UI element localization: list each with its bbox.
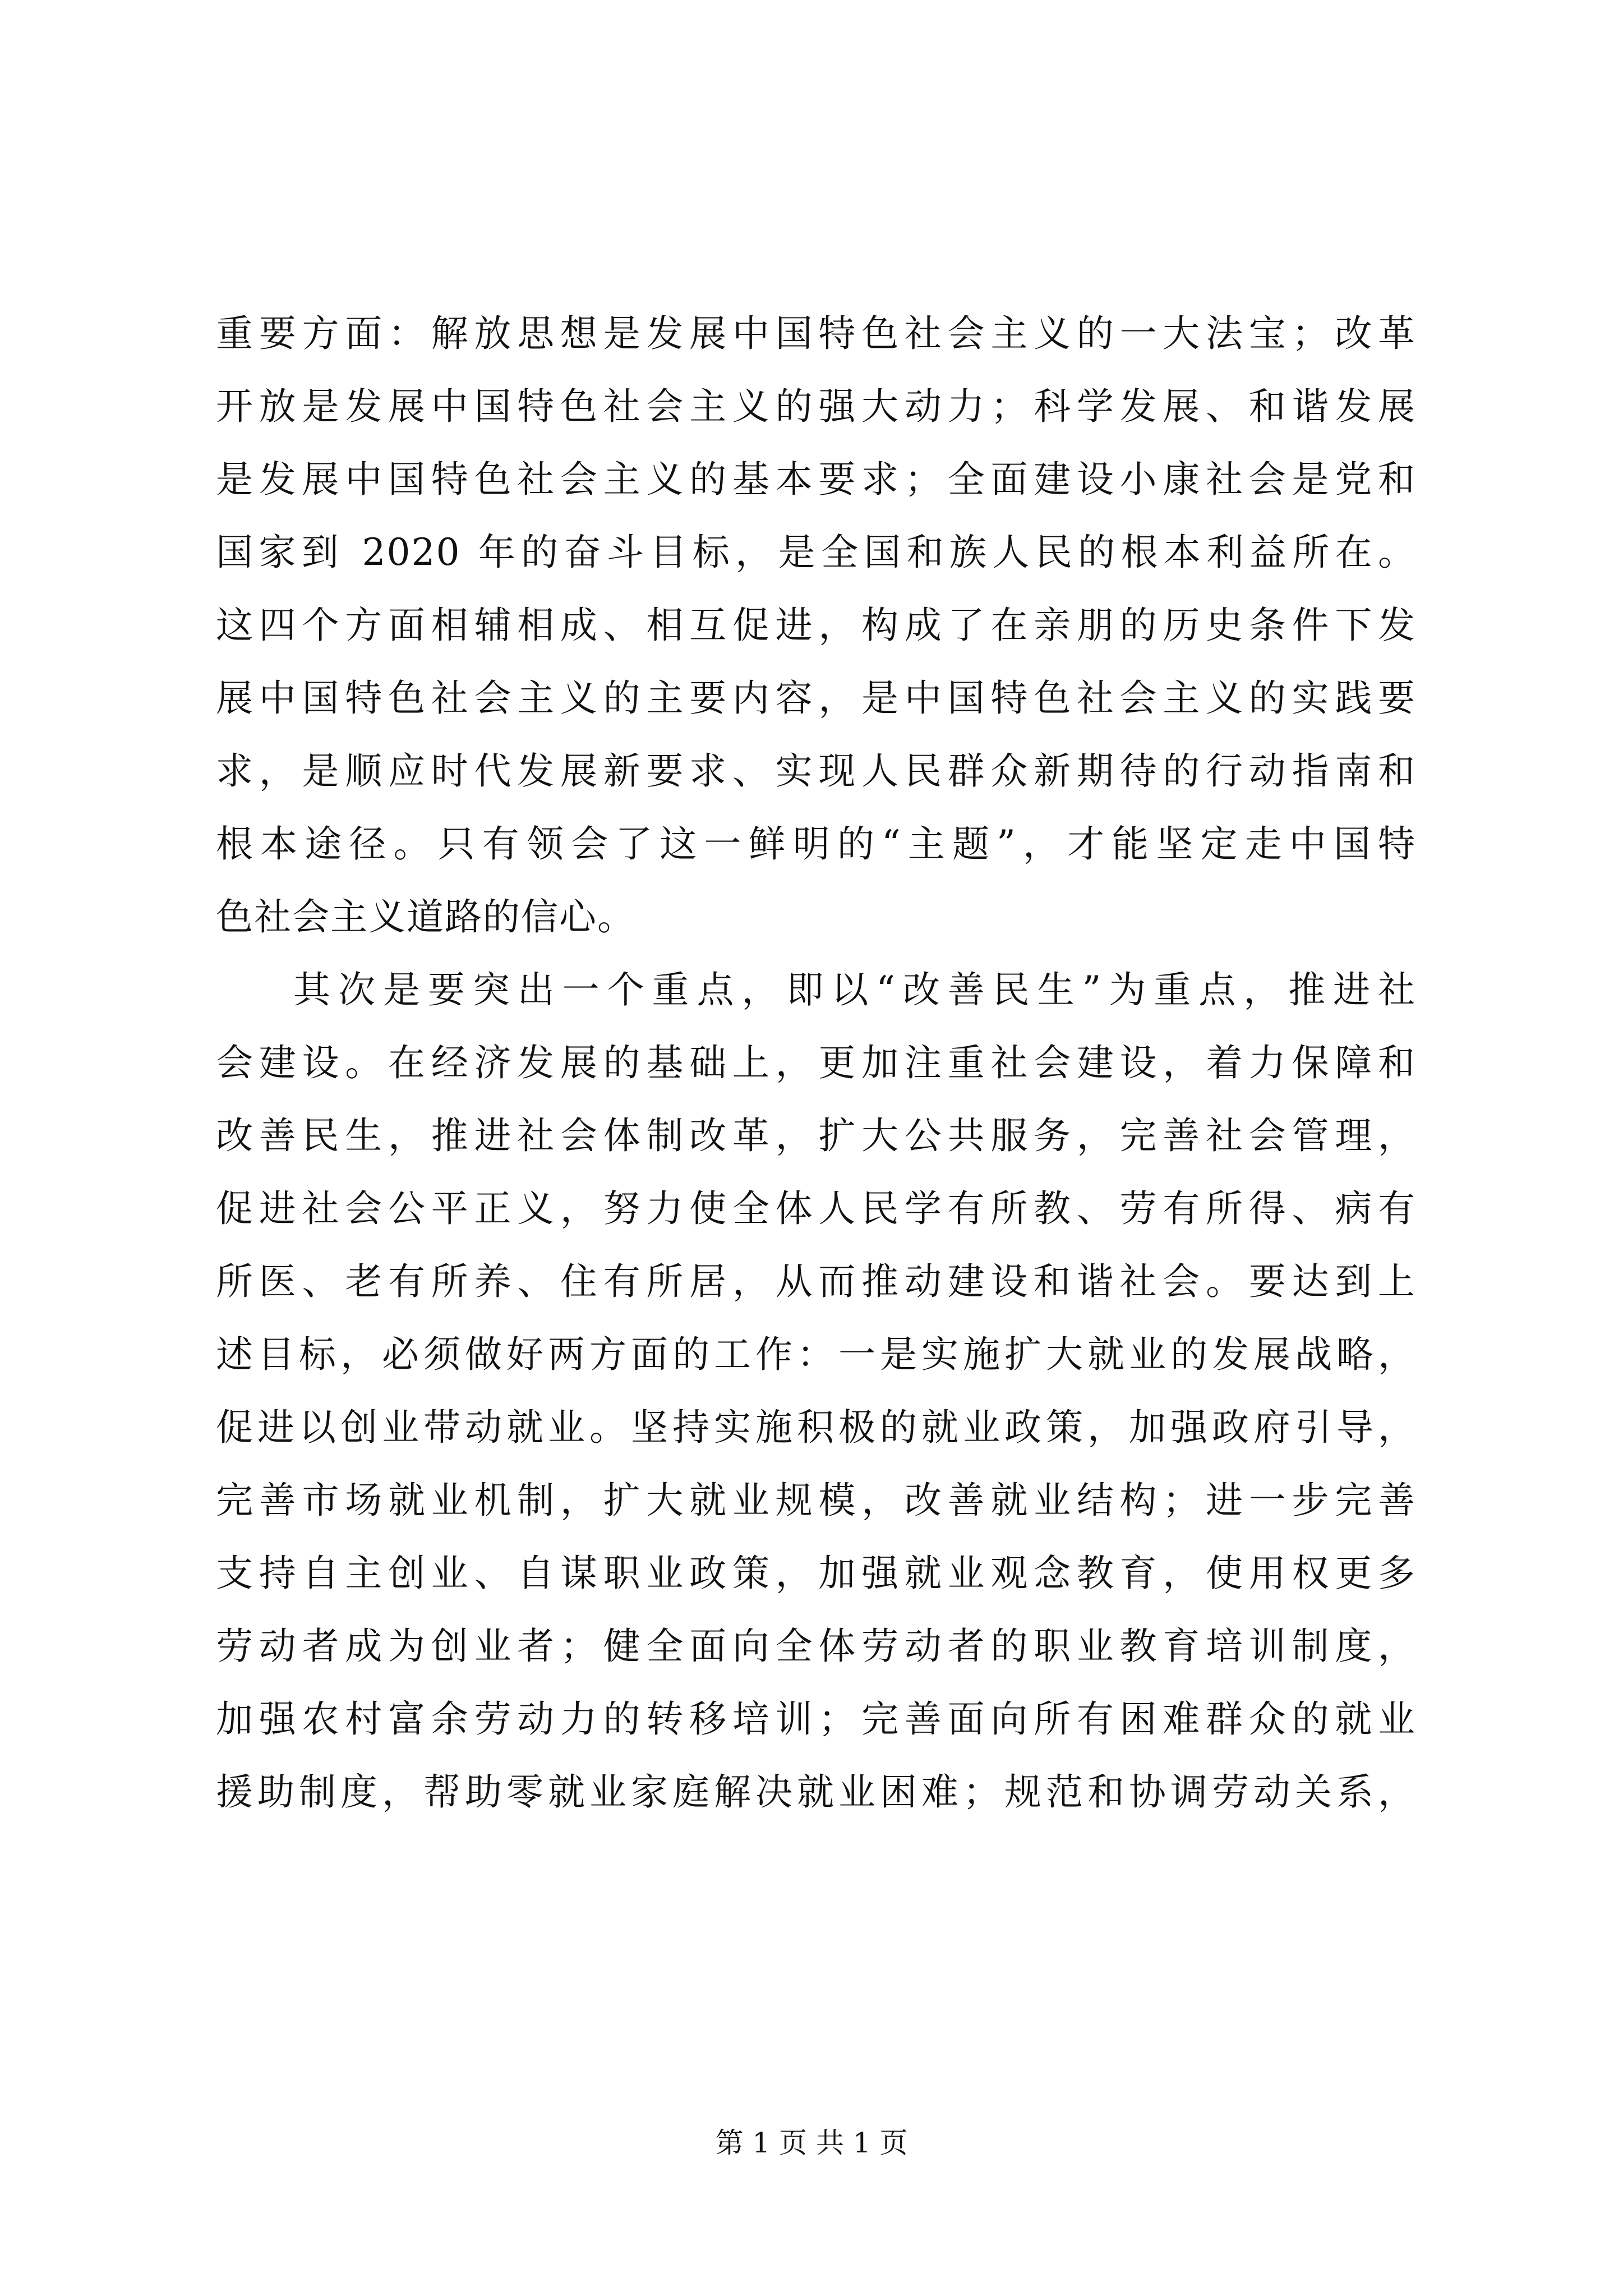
document-body bbox=[216, 297, 1416, 1829]
text-line: 是发展中国特色社会主义的基本要求；全面建设小康社会是党和 bbox=[216, 458, 1416, 501]
text-line: 根本途径。只有领会了这一鲜明的“主题”，才能坚定走中国特 bbox=[216, 822, 1416, 866]
text-line: 加强农村富余劳动力的转移培训；完善面向所有困难群众的就业 bbox=[216, 1697, 1416, 1741]
text-line: 援助制度，帮助零就业家庭解决就业困难；规范和协调劳动关系， bbox=[216, 1770, 1416, 1814]
page-footer: 第 1 页 共 1 页 bbox=[715, 2127, 908, 2159]
text-line: 求，是顺应时代发展新要求、实现人民群众新期待的行动指南和 bbox=[216, 749, 1416, 793]
text-line: 色社会主义道路的信心。 bbox=[216, 895, 635, 938]
text-line: 劳动者成为创业者；健全面向全体劳动者的职业教育培训制度， bbox=[216, 1625, 1416, 1668]
text-line: 重要方面：解放思想是发展中国特色社会主义的一大法宝；改革 bbox=[216, 312, 1416, 355]
text-line: 促进社会公平正义，努力使全体人民学有所教、劳有所得、病有 bbox=[216, 1187, 1416, 1230]
text-line: 开放是发展中国特色社会主义的强大动力；科学发展、和谐发展 bbox=[216, 385, 1416, 428]
text-line: 完善市场就业机制，扩大就业规模，改善就业结构；进一步完善 bbox=[216, 1479, 1416, 1522]
text-line: 国家到 2020 年的奋斗目标，是全国和族人民的根本利益所在。 bbox=[216, 531, 1416, 574]
text-line: 支持自主创业、自谋职业政策，加强就业观念教育，使用权更多 bbox=[216, 1552, 1416, 1595]
text-line: 其次是要突出一个重点，即以“改善民生”为重点，推进社 bbox=[293, 968, 1416, 1011]
text-line: 展中国特色社会主义的主要内容，是中国特色社会主义的实践要 bbox=[216, 677, 1416, 720]
text-line: 改善民生，推进社会体制改革，扩大公共服务，完善社会管理， bbox=[216, 1114, 1416, 1157]
text-line: 促进以创业带动就业。坚持实施积极的就业政策，加强政府引导， bbox=[216, 1406, 1416, 1449]
text-line: 会建设。在经济发展的基础上，更加注重社会建设，着力保障和 bbox=[216, 1041, 1416, 1084]
text-line: 这四个方面相辅相成、相互促进，构成了在亲朋的历史条件下发 bbox=[216, 604, 1416, 647]
text-line: 述目标，必须做好两方面的工作：一是实施扩大就业的发展战略， bbox=[216, 1333, 1416, 1376]
text-line: 所医、老有所养、住有所居，从而推动建设和谐社会。要达到上 bbox=[216, 1260, 1416, 1303]
